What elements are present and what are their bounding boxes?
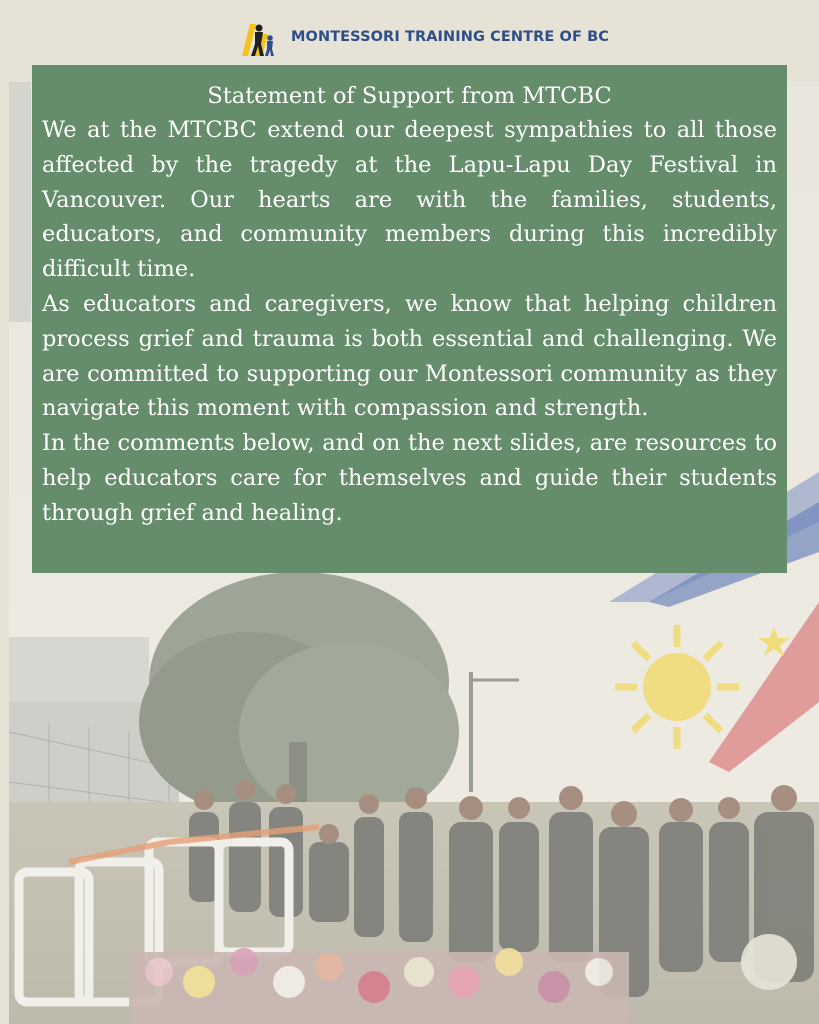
statement-title: Statement of Support from MTCBC: [207, 83, 612, 109]
statement-paragraph-3: In the comments below, and on the next slides, are resources to help educators care for themselves and guide their students through grief and healing.: [42, 430, 777, 526]
statement-paragraph-1: We at the MTCBC extend our deepest sympathies to all those affected by the tragedy at the Lapu-Lapu Day Festival in Vancouver. Our hearts are with the families, students, educators, and community members during this incredibly difficult time.: [42, 117, 777, 283]
organization-name: MONTESSORI TRAINING CENTRE OF BC: [291, 29, 610, 45]
montessori-figures-logo-icon: [236, 20, 280, 58]
header: [0, 0, 819, 66]
statement-paragraph-2: As educators and caregivers, we know that helping children process grief and trauma is both essential and challenging. We are committed to supporting our Montessori community as they navigate this moment with compassion and strength.: [42, 290, 777, 422]
statement-box: [32, 65, 787, 573]
